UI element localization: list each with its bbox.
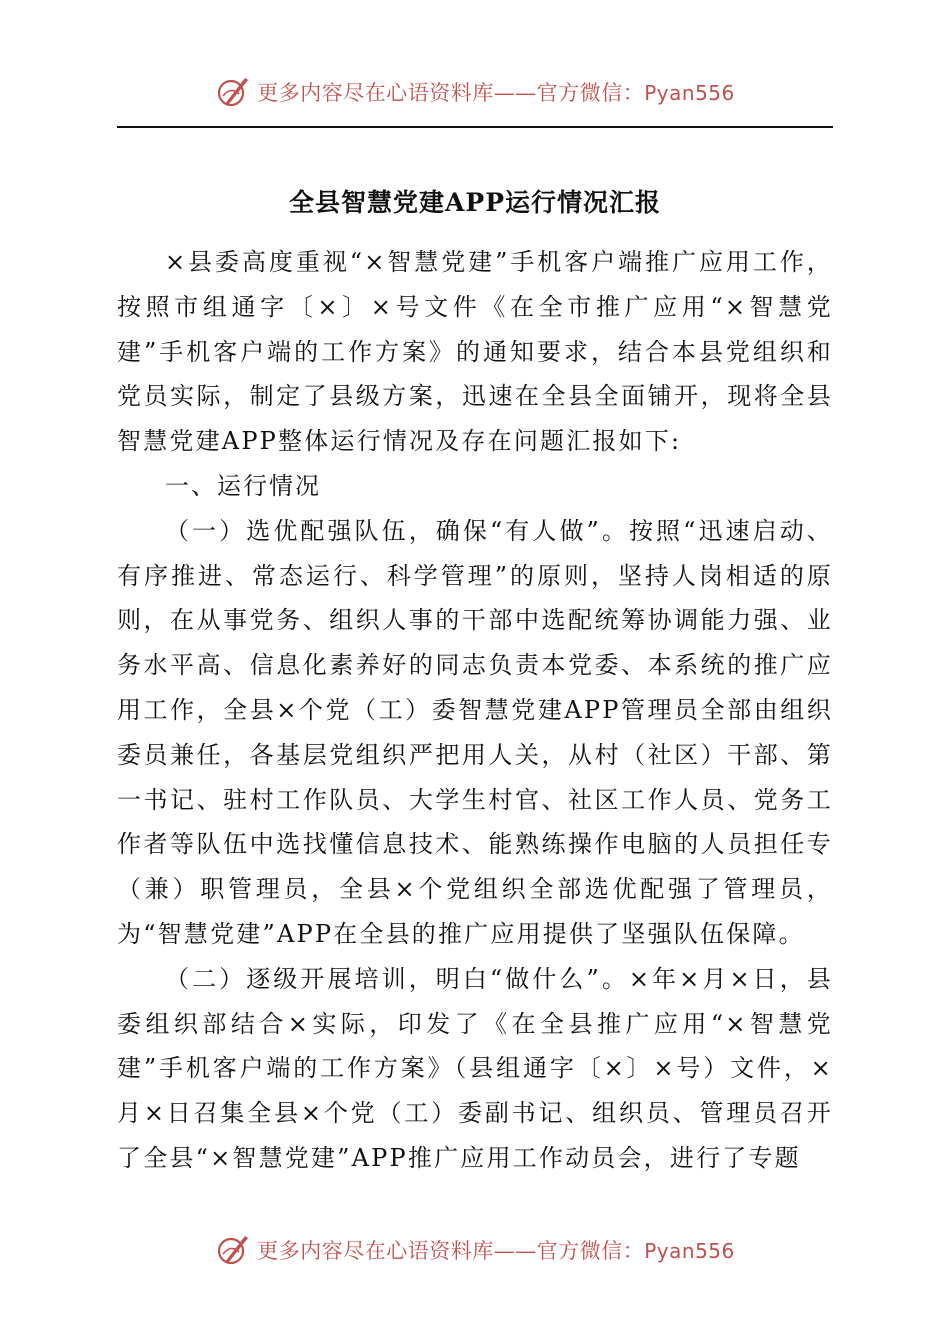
quill-logo-icon	[215, 1232, 251, 1268]
page-title: 全县智慧党建APP运行情况汇报	[289, 188, 661, 217]
section-heading: 一、运行情况	[165, 471, 321, 500]
document-body	[117, 240, 833, 1181]
footer-banner	[0, 1230, 950, 1270]
body-paragraph: （一）选优配强队伍，确保“有人做”。按照“迅速启动、有序推进、常态运行、科学管理”的原则，坚持人岗相适的原则，在从事党务、组织人事的干部中选配统筹协调能力强、业务水平高、信息化素养好的同志负责本党委、本系统的推广应用工作，全县×个党（工）委智慧党建APP管理员全部由组织委员兼任，各基层党组织严把用人关，从村（社区）干部、第一书记、驻村工作队员、大学生村官、社区工作人员、党务工作者等队伍中选找懂信息技术、能熟练操作电脑的人员担任专（兼）职管理员，全县×个党组织全部选优配强了管理员，为“智慧党建”APP在全县的推广应用提供了坚强队伍保障。	[117, 516, 833, 948]
header-divider	[117, 126, 833, 128]
body-paragraph: （二）逐级开展培训，明白“做什么”。×年×月×日，县委组织部结合×实际，印发了《在全县推广应用“×智慧党建”手机客户端的工作方案》（县组通字〔×〕×号）文件，×月×日召集全县×个党（工）委副书记、组织员、管理员召开了全县“×智慧党建”APP推广应用工作动员会，进行了专题	[117, 964, 833, 1172]
intro-paragraph: ×县委高度重视“×智慧党建”手机客户端推广应用工作，按照市组通字〔×〕×号文件《在全市推广应用“×智慧党建”手机客户端的工作方案》的通知要求，结合本县党组织和党员实际，制定了县级方案，迅速在全县全面铺开，现将全县智慧党建APP整体运行情况及存在问题汇报如下:	[117, 248, 833, 456]
header-banner-text: 更多内容尽在心语资料库——官方微信：Pyan556	[257, 81, 735, 105]
header-banner	[0, 72, 950, 112]
quill-logo-icon	[215, 74, 251, 110]
footer-banner-text: 更多内容尽在心语资料库——官方微信：Pyan556	[257, 1239, 735, 1263]
